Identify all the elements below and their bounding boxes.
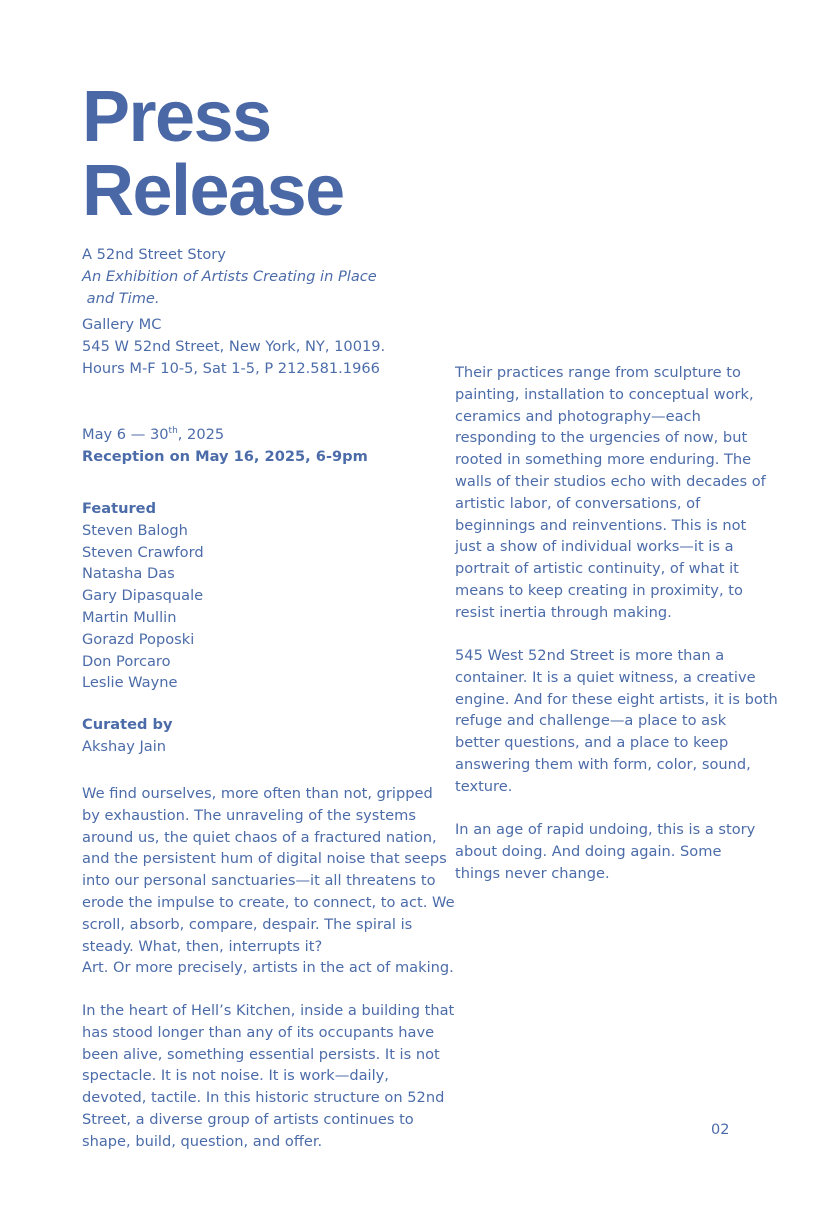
text-line: painting, installation to conceptual work, xyxy=(455,385,754,403)
text-line: beginnings and reinventions. This is not xyxy=(455,516,747,534)
text-line: means to keep creating in proximity, to xyxy=(455,581,743,599)
featured-heading: Featured xyxy=(82,500,157,517)
text-line: been alive, something essential persists. It is not xyxy=(82,1045,440,1063)
artist-name: Don Porcaro xyxy=(82,652,171,670)
exhibition-series: A 52nd Street Story xyxy=(82,246,226,263)
exhibition-subtitle-line-2: and Time. xyxy=(82,289,160,307)
text-line: around us, the quiet chaos of a fractured nation, xyxy=(82,828,437,846)
text-line: into our personal sanctuaries—it all threatens to xyxy=(82,872,436,890)
artist-name: Gary Dipasquale xyxy=(82,587,204,605)
text-line: answering them with form, color, sound, xyxy=(455,755,751,773)
text-line: spectacle. It is not noise. It is work—daily, xyxy=(82,1067,389,1085)
date-range-end: , 2025 xyxy=(177,426,225,443)
text-line: Street, a diverse group of artists continues to xyxy=(82,1110,414,1128)
featured-section xyxy=(82,498,442,694)
curator-heading: Curated by xyxy=(82,716,173,733)
date-range-start: May 6 — 30 xyxy=(82,426,169,443)
artist-name: Leslie Wayne xyxy=(82,674,178,692)
reception-info: Reception on May 16, 2025, 6-9pm xyxy=(82,447,368,465)
artist-name: Steven Balogh xyxy=(82,521,188,539)
dates-info xyxy=(82,424,442,468)
text-line: portrait of artistic continuity, of what it xyxy=(455,560,739,578)
text-line: In an age of rapid undoing, this is a story xyxy=(455,821,756,838)
text-line: We find ourselves, more often than not, gripped xyxy=(82,785,433,802)
curator-section xyxy=(82,714,442,758)
body-paragraph-5 xyxy=(455,819,775,884)
page-title xyxy=(82,77,502,231)
text-line: engine. And for these eight artists, it is both xyxy=(455,690,778,708)
artist-name: Gorazd Poposki xyxy=(82,630,195,648)
text-line: better questions, and a place to keep xyxy=(455,734,729,752)
text-line: texture. xyxy=(455,777,513,795)
date-range-suffix: th xyxy=(168,426,178,437)
text-line: refuge and challenge—a place to ask xyxy=(455,712,727,730)
body-paragraph-3 xyxy=(455,362,775,624)
curator-name: Akshay Jain xyxy=(82,737,167,755)
text-line: erode the impulse to create, to connect, to act. We xyxy=(82,893,455,911)
text-line: about doing. And doing again. Some xyxy=(455,842,722,860)
venue-hours: Hours M-F 10-5, Sat 1-5, P 212.581.1966 xyxy=(82,359,380,377)
page-number: 02 xyxy=(711,1122,730,1138)
text-line: responding to the urgencies of now, but xyxy=(455,429,748,447)
body-paragraph-4 xyxy=(455,645,778,798)
venue-info xyxy=(82,314,442,379)
exhibition-subtitle-line-1: An Exhibition of Artists Creating in Place xyxy=(82,267,377,285)
artist-name: Steven Crawford xyxy=(82,543,204,561)
text-line: shape, build, question, and offer. xyxy=(82,1132,323,1150)
artist-list xyxy=(82,520,442,694)
text-line: Their practices range from sculpture to xyxy=(455,364,741,381)
text-line: walls of their studios echo with decades of xyxy=(455,472,766,490)
text-line: things never change. xyxy=(455,864,610,882)
body-paragraph-2 xyxy=(82,1000,455,1153)
text-line: ceramics and photography—each xyxy=(455,407,701,425)
exhibition-info xyxy=(82,244,442,309)
text-line: just a show of individual works—it is a xyxy=(455,538,734,556)
date-range xyxy=(82,424,442,446)
artist-name: Natasha Das xyxy=(82,565,175,583)
text-line: by exhaustion. The unraveling of the systems xyxy=(82,806,416,824)
text-line: 545 West 52nd Street is more than a xyxy=(455,647,725,664)
venue-address: 545 W 52nd Street, New York, NY, 10019. xyxy=(82,337,386,355)
text-line: resist inertia through making. xyxy=(455,603,672,621)
text-line: devoted, tactile. In this historic structure on 52nd xyxy=(82,1089,445,1107)
text-line: steady. What, then, interrupts it? xyxy=(82,937,323,955)
text-line: artistic labor, of conversations, of xyxy=(455,494,701,512)
text-line: In the heart of Hell’s Kitchen, inside a building that xyxy=(82,1002,455,1019)
text-line: rooted in something more enduring. The xyxy=(455,451,752,469)
title-line-1: Press xyxy=(82,77,271,157)
text-line: has stood longer than any of its occupants have xyxy=(82,1023,435,1041)
artist-name: Martin Mullin xyxy=(82,608,177,626)
body-paragraph-1 xyxy=(82,783,455,979)
text-line: and the persistent hum of digital noise that seeps xyxy=(82,850,447,868)
title-line-2: Release xyxy=(82,151,344,231)
text-line: scroll, absorb, compare, despair. The spiral is xyxy=(82,915,413,933)
venue-name: Gallery MC xyxy=(82,316,162,333)
text-line: container. It is a quiet witness, a creative xyxy=(455,668,756,686)
text-line: Art. Or more precisely, artists in the act of making. xyxy=(82,959,454,977)
